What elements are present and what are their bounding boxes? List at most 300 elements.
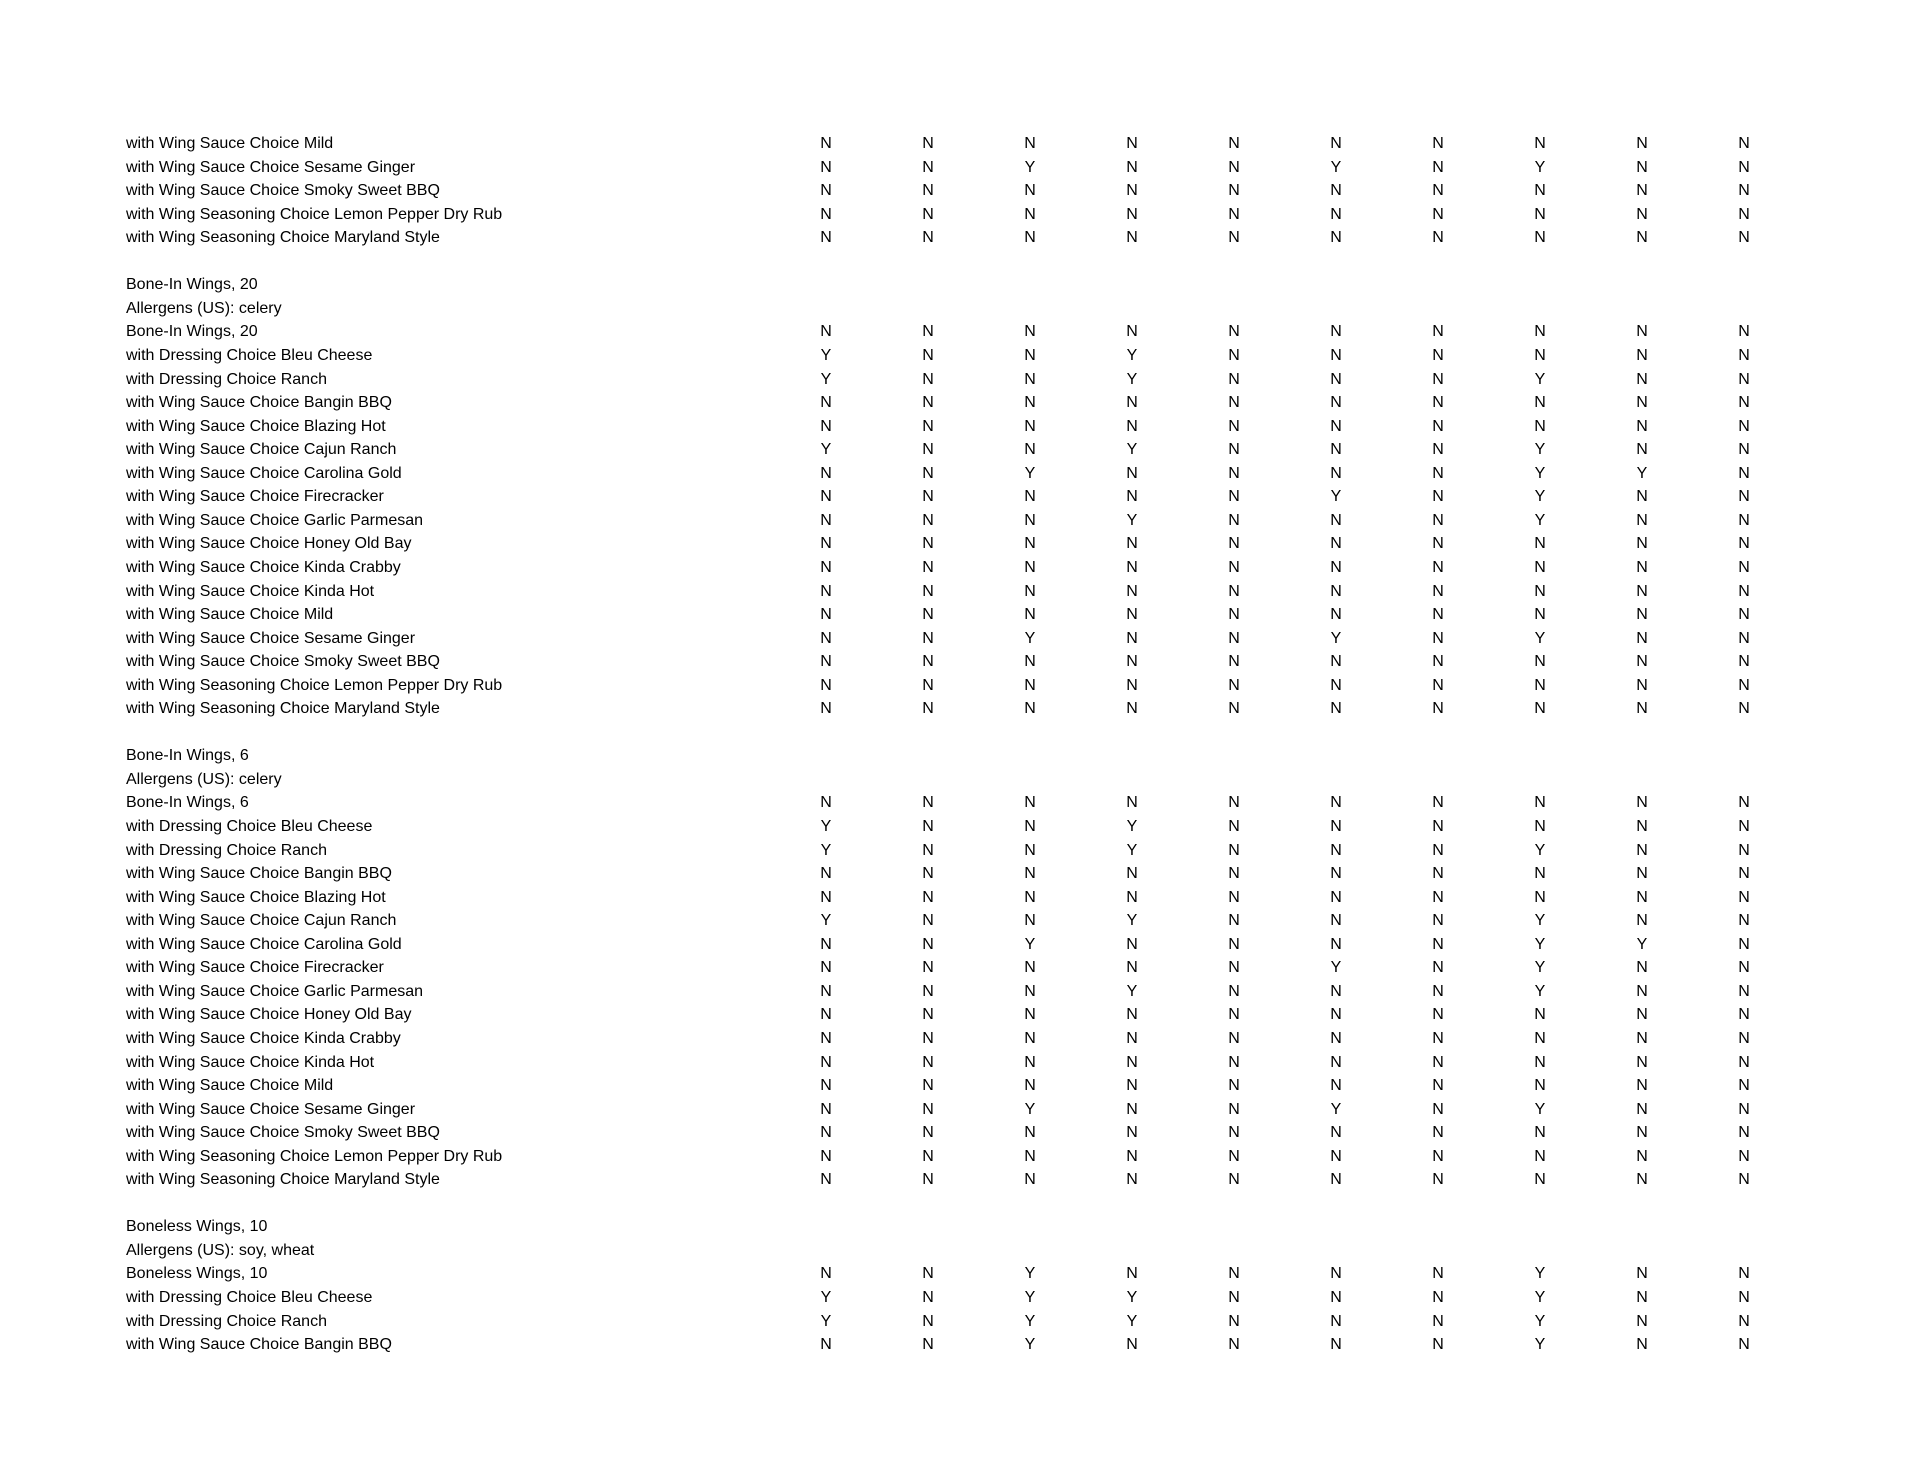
- item-label: with Wing Sauce Choice Mild: [126, 606, 334, 623]
- allergen-flag-cell: N: [1738, 841, 1750, 859]
- allergen-flag-cell: N: [922, 700, 934, 718]
- allergen-flag-cell: N: [922, 1077, 934, 1094]
- allergen-flag-cell: N: [1024, 323, 1036, 341]
- allergen-flag-cell: Y: [1024, 158, 1036, 176]
- allergen-flag-cell: Y: [1534, 488, 1546, 506]
- table-row: [0, 1003, 1920, 1027]
- allergen-flag-cell: N: [1228, 511, 1240, 529]
- allergen-flag-cell: N: [1534, 1077, 1546, 1094]
- allergen-flag-cell: N: [1738, 606, 1750, 623]
- item-label: with Wing Sauce Choice Blazing Hot: [126, 888, 386, 906]
- allergen-flag-cell: N: [1534, 347, 1546, 364]
- allergen-flag-cell: N: [922, 394, 934, 412]
- allergen-flag-cell: N: [922, 135, 934, 152]
- allergen-flag-cell: N: [1738, 488, 1750, 506]
- allergen-flag-cell: N: [1636, 912, 1648, 930]
- item-label: with Wing Seasoning Choice Maryland Style: [126, 1171, 440, 1189]
- item-label: with Wing Sauce Choice Kinda Hot: [126, 582, 375, 600]
- allergen-flag-cell: N: [922, 1029, 934, 1047]
- allergen-flag-cell: N: [922, 629, 934, 647]
- item-label: with Wing Sauce Choice Sesame Ginger: [126, 629, 416, 647]
- allergen-flag-cell: N: [1534, 182, 1546, 200]
- allergen-flag-cell: N: [1126, 935, 1138, 953]
- table-row: [0, 933, 1920, 957]
- allergen-flag-cell: N: [1432, 417, 1444, 435]
- allergen-flag-cell: N: [820, 1171, 832, 1189]
- item-label: with Wing Sauce Choice Kinda Crabby: [126, 558, 401, 576]
- allergen-flag-cell: Y: [1126, 1289, 1138, 1306]
- allergen-flag-cell: N: [1228, 1053, 1240, 1071]
- allergen-flag-cell: N: [922, 865, 934, 883]
- allergen-flag-cell: N: [922, 347, 934, 364]
- allergen-flag-cell: N: [1432, 841, 1444, 859]
- table-row: [0, 956, 1920, 980]
- allergen-flag-cell: N: [1534, 323, 1546, 341]
- allergen-flag-cell: N: [1330, 1006, 1342, 1024]
- allergen-flag-cell: N: [1636, 629, 1648, 647]
- allergen-flag-cell: N: [1330, 888, 1342, 906]
- allergen-flag-cell: N: [1636, 1077, 1648, 1094]
- item-label: with Wing Sauce Choice Carolina Gold: [126, 935, 402, 953]
- allergen-flag-cell: N: [922, 158, 934, 176]
- allergen-flag-cell: N: [1738, 558, 1750, 576]
- allergen-flag-cell: N: [1024, 488, 1036, 506]
- allergen-flag-cell: N: [1330, 535, 1342, 553]
- table-row: [0, 650, 1920, 674]
- allergen-flag-cell: N: [1228, 1100, 1240, 1118]
- table-row: [0, 1333, 1920, 1357]
- table-row: [0, 485, 1920, 509]
- allergen-flag-cell: N: [922, 1053, 934, 1071]
- allergen-flag-cell: N: [1228, 1147, 1240, 1165]
- allergen-flag-cell: N: [1126, 394, 1138, 412]
- allergen-flag-cell: N: [1432, 323, 1444, 341]
- allergen-flag-cell: N: [1228, 582, 1240, 600]
- item-label: with Dressing Choice Ranch: [126, 370, 327, 388]
- table-row: [0, 1074, 1920, 1098]
- allergen-flag-cell: N: [820, 535, 832, 553]
- allergen-flag-cell: N: [1738, 158, 1750, 176]
- allergen-flag-cell: N: [1534, 606, 1546, 623]
- allergen-flag-cell: Y: [820, 347, 832, 364]
- allergen-flag-cell: N: [820, 1147, 832, 1165]
- allergen-flag-cell: N: [1738, 182, 1750, 200]
- allergen-flag-cell: N: [1738, 959, 1750, 977]
- allergen-flag-cell: N: [1228, 1336, 1240, 1353]
- item-label: with Wing Sauce Choice Garlic Parmesan: [126, 511, 424, 529]
- allergen-flag-cell: N: [1228, 700, 1240, 718]
- allergen-flag-cell: N: [1024, 1053, 1036, 1071]
- allergen-flag-cell: N: [820, 629, 832, 647]
- allergen-flag-cell: N: [1126, 794, 1138, 812]
- allergen-flag-cell: N: [1534, 558, 1546, 576]
- table-row: [0, 1098, 1920, 1122]
- allergen-flag-cell: N: [820, 417, 832, 435]
- item-label: with Wing Sauce Choice Kinda Hot: [126, 1053, 375, 1071]
- allergen-flag-cell: N: [1228, 394, 1240, 412]
- allergen-flag-cell: N: [820, 1077, 832, 1094]
- allergen-flag-cell: N: [1432, 464, 1444, 482]
- allergen-flag-cell: Y: [1126, 370, 1138, 388]
- allergen-flag-cell: Y: [820, 1289, 832, 1306]
- allergen-flag-cell: N: [1738, 347, 1750, 364]
- allergen-flag-cell: N: [1126, 229, 1138, 247]
- allergen-flag-cell: N: [820, 935, 832, 953]
- allergen-flag-cell: N: [1738, 865, 1750, 883]
- allergen-flag-cell: N: [820, 676, 832, 694]
- table-row: [0, 132, 1920, 156]
- table-row: [0, 320, 1920, 344]
- allergen-flag-cell: N: [1330, 606, 1342, 623]
- allergen-flag-cell: N: [1228, 1124, 1240, 1142]
- allergen-flag-cell: N: [820, 865, 832, 883]
- allergen-flag-cell: Y: [1534, 841, 1546, 859]
- table-row: [0, 1286, 1920, 1310]
- allergen-flag-cell: N: [1636, 959, 1648, 977]
- allergen-flag-cell: N: [1432, 606, 1444, 623]
- item-label: with Wing Seasoning Choice Maryland Style: [126, 229, 440, 247]
- allergen-flag-cell: N: [1534, 1124, 1546, 1142]
- allergen-flag-cell: N: [1534, 676, 1546, 694]
- allergen-flag-cell: N: [1432, 1147, 1444, 1165]
- allergen-flag-cell: N: [1636, 1124, 1648, 1142]
- allergen-flag-cell: N: [1738, 676, 1750, 694]
- allergen-flag-cell: N: [1636, 888, 1648, 906]
- allergen-flag-cell: Y: [1126, 818, 1138, 835]
- allergen-flag-cell: N: [1330, 700, 1342, 718]
- allergen-flag-cell: N: [922, 888, 934, 906]
- allergen-flag-cell: N: [1534, 1171, 1546, 1189]
- allergen-flag-cell: N: [820, 1029, 832, 1047]
- allergen-flag-cell: N: [1126, 158, 1138, 176]
- table-row: [0, 627, 1920, 651]
- allergen-flag-cell: N: [1330, 1029, 1342, 1047]
- item-label: with Wing Sauce Choice Kinda Crabby: [126, 1029, 401, 1047]
- allergen-flag-cell: Y: [1534, 935, 1546, 953]
- allergen-flag-cell: N: [1636, 441, 1648, 459]
- allergen-flag-cell: N: [1228, 935, 1240, 953]
- allergen-flag-cell: N: [1534, 229, 1546, 247]
- allergen-flag-cell: N: [820, 700, 832, 718]
- allergen-flag-cell: N: [1228, 323, 1240, 341]
- allergen-flag-cell: N: [1738, 1077, 1750, 1094]
- allergen-flag-cell: N: [1738, 205, 1750, 223]
- item-label: with Wing Sauce Choice Smoky Sweet BBQ: [126, 653, 440, 671]
- allergen-flag-cell: N: [820, 323, 832, 341]
- allergen-flag-cell: N: [1738, 982, 1750, 1000]
- allergen-flag-cell: N: [1636, 1171, 1648, 1189]
- allergen-flag-cell: N: [1228, 370, 1240, 388]
- allergen-flag-cell: Y: [1024, 1289, 1036, 1306]
- allergen-flag-cell: Y: [1024, 1100, 1036, 1118]
- allergen-flag-cell: Y: [1126, 347, 1138, 364]
- allergen-flag-cell: N: [922, 417, 934, 435]
- allergen-flag-cell: N: [922, 441, 934, 459]
- allergen-flag-cell: N: [1126, 464, 1138, 482]
- allergen-flag-cell: N: [1126, 1336, 1138, 1353]
- allergen-flag-cell: N: [1534, 700, 1546, 718]
- table-row: [0, 368, 1920, 392]
- allergen-flag-cell: N: [1738, 370, 1750, 388]
- item-label: with Dressing Choice Ranch: [126, 841, 327, 859]
- allergen-flag-cell: N: [1126, 1124, 1138, 1142]
- table-row: [0, 862, 1920, 886]
- allergen-flag-cell: N: [1024, 370, 1036, 388]
- allergen-flag-cell: N: [1534, 582, 1546, 600]
- allergen-flag-cell: N: [1432, 135, 1444, 152]
- allergen-flag-cell: N: [1024, 1147, 1036, 1165]
- allergen-flag-cell: N: [1636, 347, 1648, 364]
- allergen-flag-cell: Y: [1024, 1312, 1036, 1330]
- allergen-flag-cell: Y: [1534, 1336, 1546, 1353]
- section-heading: Bone-In Wings, 20: [126, 276, 258, 294]
- allergen-flag-cell: N: [1534, 653, 1546, 671]
- allergen-flag-cell: N: [1432, 865, 1444, 883]
- allergen-flag-cell: N: [922, 653, 934, 671]
- allergen-flag-cell: N: [1432, 158, 1444, 176]
- allergen-flag-cell: N: [1432, 653, 1444, 671]
- allergen-flag-cell: N: [1738, 417, 1750, 435]
- allergen-flag-cell: N: [1126, 1147, 1138, 1165]
- allergen-flag-cell: Y: [1534, 511, 1546, 529]
- allergen-flag-cell: N: [1330, 1312, 1342, 1330]
- allergen-flag-cell: N: [922, 1100, 934, 1118]
- allergen-flag-cell: N: [820, 205, 832, 223]
- table-row: [0, 768, 1920, 792]
- allergen-flag-cell: N: [1636, 841, 1648, 859]
- allergen-flag-cell: N: [922, 370, 934, 388]
- allergen-flag-cell: N: [1636, 1147, 1648, 1165]
- allergen-flag-cell: N: [1330, 1289, 1342, 1306]
- allergen-flag-cell: N: [1024, 1124, 1036, 1142]
- allergen-flag-cell: N: [1432, 1171, 1444, 1189]
- item-label: with Wing Sauce Choice Mild: [126, 135, 334, 152]
- allergen-flag-cell: N: [1024, 558, 1036, 576]
- allergen-flag-cell: N: [1636, 511, 1648, 529]
- allergen-flag-cell: N: [820, 182, 832, 200]
- allergen-flag-cell: N: [1126, 676, 1138, 694]
- table-row: [0, 886, 1920, 910]
- allergen-flag-cell: N: [1432, 794, 1444, 812]
- allergen-flag-cell: N: [922, 1289, 934, 1306]
- allergen-flag-cell: Y: [1534, 441, 1546, 459]
- table-row: [0, 839, 1920, 863]
- allergen-flag-cell: N: [1126, 865, 1138, 883]
- allergen-flag-cell: N: [1738, 912, 1750, 930]
- allergen-flag-cell: N: [1126, 1077, 1138, 1094]
- allergen-flag-cell: N: [1126, 1053, 1138, 1071]
- allergen-flag-cell: N: [1636, 1053, 1648, 1071]
- allergen-flag-cell: N: [820, 1006, 832, 1024]
- allergen-flag-cell: Y: [1534, 1265, 1546, 1283]
- item-label: with Dressing Choice Bleu Cheese: [126, 818, 373, 835]
- allergen-flag-cell: N: [922, 676, 934, 694]
- allergen-flag-cell: N: [1126, 582, 1138, 600]
- allergen-flag-cell: N: [1330, 441, 1342, 459]
- allergen-flag-cell: N: [1738, 229, 1750, 247]
- allergen-flag-cell: N: [1636, 488, 1648, 506]
- allergen-flag-cell: N: [1024, 394, 1036, 412]
- table-row: [0, 391, 1920, 415]
- allergen-flag-cell: N: [1636, 1336, 1648, 1353]
- allergen-flag-cell: N: [1534, 865, 1546, 883]
- table-row: [0, 580, 1920, 604]
- allergen-flag-cell: Y: [1636, 935, 1648, 953]
- allergen-flag-cell: N: [1126, 1006, 1138, 1024]
- allergen-flag-cell: N: [1738, 323, 1750, 341]
- allergen-flag-cell: N: [1636, 818, 1648, 835]
- item-label: with Wing Sauce Choice Bangin BBQ: [126, 1336, 392, 1353]
- item-label: with Wing Sauce Choice Smoky Sweet BBQ: [126, 182, 440, 200]
- allergen-flag-cell: N: [1534, 535, 1546, 553]
- allergen-flag-cell: Y: [1330, 1100, 1342, 1118]
- allergen-flag-cell: N: [1432, 205, 1444, 223]
- allergen-flag-cell: N: [922, 1147, 934, 1165]
- allergen-flag-cell: N: [1330, 676, 1342, 694]
- allergen-flag-cell: N: [1636, 1029, 1648, 1047]
- allergen-flag-cell: N: [1228, 653, 1240, 671]
- item-label: with Wing Sauce Choice Sesame Ginger: [126, 1100, 416, 1118]
- allergen-flag-cell: N: [1330, 182, 1342, 200]
- allergen-flag-cell: N: [922, 488, 934, 506]
- allergen-flag-cell: N: [1126, 888, 1138, 906]
- allergen-flag-cell: N: [1330, 1265, 1342, 1283]
- table-row: [0, 297, 1920, 321]
- allergen-flag-cell: N: [1738, 1029, 1750, 1047]
- allergen-flag-cell: N: [1738, 1265, 1750, 1283]
- allergen-flag-cell: N: [1330, 417, 1342, 435]
- allergen-flag-cell: N: [820, 229, 832, 247]
- table-row: [0, 344, 1920, 368]
- allergen-flag-cell: N: [1228, 794, 1240, 812]
- item-label: with Wing Seasoning Choice Lemon Pepper Dry Rub: [126, 1147, 503, 1165]
- allergen-flag-cell: Y: [1534, 1312, 1546, 1330]
- allergen-flag-cell: N: [1636, 394, 1648, 412]
- allergen-flag-cell: N: [820, 158, 832, 176]
- allergen-flag-cell: N: [1534, 1053, 1546, 1071]
- table-row: [0, 603, 1920, 627]
- allergen-flag-cell: N: [1738, 818, 1750, 835]
- item-label: with Wing Sauce Choice Mild: [126, 1077, 334, 1094]
- allergen-flag-cell: N: [820, 1265, 832, 1283]
- table-row: [0, 1051, 1920, 1075]
- item-label: with Wing Sauce Choice Bangin BBQ: [126, 865, 392, 883]
- allergen-flag-cell: N: [1330, 323, 1342, 341]
- allergen-flag-cell: Y: [1126, 841, 1138, 859]
- allergen-flag-cell: N: [1228, 912, 1240, 930]
- allergen-flag-cell: N: [1126, 606, 1138, 623]
- table-row: [0, 1145, 1920, 1169]
- allergen-flag-cell: N: [1738, 1147, 1750, 1165]
- allergen-flag-cell: Y: [1534, 464, 1546, 482]
- allergen-flag-cell: N: [1024, 229, 1036, 247]
- allergen-flag-cell: N: [1330, 394, 1342, 412]
- allergen-flag-cell: Y: [1534, 1100, 1546, 1118]
- allergen-flag-cell: N: [1024, 441, 1036, 459]
- allergen-flag-cell: N: [1534, 1147, 1546, 1165]
- allergen-flag-cell: N: [1432, 229, 1444, 247]
- table-row: [0, 203, 1920, 227]
- allergen-flag-cell: N: [1330, 935, 1342, 953]
- table-row: [0, 744, 1920, 768]
- blank-row: [0, 721, 1920, 745]
- allergen-flag-cell: Y: [820, 441, 832, 459]
- allergen-flag-cell: N: [922, 511, 934, 529]
- table-row: [0, 980, 1920, 1004]
- allergen-flag-cell: Y: [1534, 982, 1546, 1000]
- allergen-flag-cell: Y: [1534, 1289, 1546, 1306]
- allergen-flag-cell: N: [1330, 229, 1342, 247]
- allergen-flag-cell: N: [1636, 370, 1648, 388]
- allergen-flag-cell: N: [1228, 865, 1240, 883]
- section-heading: Allergens (US): celery: [126, 299, 282, 317]
- allergen-flag-cell: N: [1228, 1029, 1240, 1047]
- table-row: [0, 1121, 1920, 1145]
- item-label: with Dressing Choice Bleu Cheese: [126, 1289, 373, 1306]
- table-row: [0, 462, 1920, 486]
- allergen-flag-cell: N: [1432, 818, 1444, 835]
- allergen-flag-cell: N: [820, 982, 832, 1000]
- allergen-flag-cell: N: [1432, 370, 1444, 388]
- allergen-flag-cell: Y: [1024, 464, 1036, 482]
- allergen-flag-cell: Y: [1330, 959, 1342, 977]
- allergen-flag-cell: N: [1330, 912, 1342, 930]
- allergen-flag-cell: N: [1024, 535, 1036, 553]
- allergen-flag-cell: N: [1126, 629, 1138, 647]
- allergen-flag-cell: N: [1738, 1336, 1750, 1353]
- allergen-flag-cell: N: [1636, 794, 1648, 812]
- allergen-flag-cell: N: [1330, 1053, 1342, 1071]
- allergen-flag-cell: N: [820, 394, 832, 412]
- allergen-flag-cell: N: [1330, 558, 1342, 576]
- allergen-flag-cell: N: [1432, 1006, 1444, 1024]
- allergen-flag-cell: N: [1738, 135, 1750, 152]
- allergen-flag-cell: Y: [1024, 1265, 1036, 1283]
- allergen-flag-cell: N: [1432, 582, 1444, 600]
- allergen-flag-cell: Y: [1024, 935, 1036, 953]
- item-label: Boneless Wings, 10: [126, 1265, 268, 1283]
- item-label: with Wing Sauce Choice Firecracker: [126, 488, 384, 506]
- allergen-flag-cell: N: [1432, 676, 1444, 694]
- allergen-flag-cell: N: [1330, 1147, 1342, 1165]
- allergen-flag-cell: N: [820, 135, 832, 152]
- allergen-flag-cell: N: [1126, 1029, 1138, 1047]
- allergen-flag-cell: N: [1024, 676, 1036, 694]
- allergen-flag-cell: N: [1126, 1100, 1138, 1118]
- allergen-flag-cell: N: [1126, 417, 1138, 435]
- table-row: [0, 226, 1920, 250]
- allergen-flag-cell: N: [1228, 959, 1240, 977]
- allergen-flag-cell: N: [1330, 582, 1342, 600]
- allergen-flag-cell: N: [1024, 700, 1036, 718]
- allergen-flag-cell: N: [1432, 629, 1444, 647]
- allergen-flag-cell: N: [1738, 582, 1750, 600]
- allergen-flag-cell: N: [1330, 818, 1342, 835]
- section-heading: Bone-In Wings, 6: [126, 747, 249, 765]
- allergen-flag-cell: N: [1432, 1312, 1444, 1330]
- allergen-flag-cell: N: [1330, 982, 1342, 1000]
- allergen-flag-cell: N: [1024, 794, 1036, 812]
- allergen-flag-cell: N: [820, 558, 832, 576]
- allergen-flag-cell: N: [1432, 1336, 1444, 1353]
- table-row: [0, 438, 1920, 462]
- item-label: with Wing Sauce Choice Garlic Parmesan: [126, 982, 424, 1000]
- allergen-flag-cell: N: [1432, 1077, 1444, 1094]
- allergen-flag-cell: N: [1024, 606, 1036, 623]
- allergen-flag-cell: N: [1636, 865, 1648, 883]
- allergen-flag-cell: N: [1432, 535, 1444, 553]
- allergen-flag-cell: N: [1534, 1029, 1546, 1047]
